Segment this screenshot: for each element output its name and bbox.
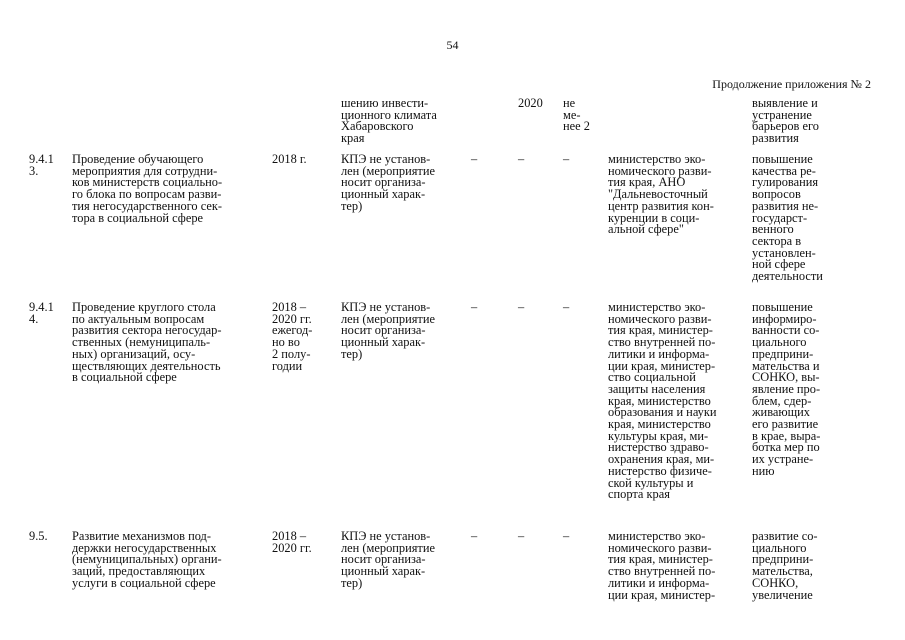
row-result: повышение качества ре- гулирования вопросов развития не- государст- венного сектора в установлен- ной сфере деятельности xyxy=(752,152,823,284)
row-value-1: – xyxy=(471,300,478,314)
page-number: 54 xyxy=(446,38,459,52)
row-kpe: КПЭ не установ- лен (мероприятие носит организа- ционный харак- тер) xyxy=(341,300,435,361)
row-value-3: – xyxy=(563,529,570,543)
row-name: Проведение круглого стола по актуальным вопросам развития сектора негосудар- ственных (немуниципаль- ных) организаций, осу- ществляющих деятельность в социальной сфере xyxy=(72,300,222,385)
carryover-value: не ме- нее 2 xyxy=(563,96,590,134)
row-number: 9.4.1 3. xyxy=(29,152,54,178)
row-value-2: – xyxy=(518,529,525,543)
row-name: Проведение обучающего мероприятия для сотрудни- ков министерств социально- го блока по вопросам разви- тия негосударственного сек- тора в социальной сфере xyxy=(72,152,223,225)
row-term: 2018 г. xyxy=(272,152,307,166)
row-executor: министерство эко- номического разви- тия края, министер- ство внутренней по- литики и информа- ции края, министер- xyxy=(608,529,716,602)
row-value-3: – xyxy=(563,152,570,166)
row-kpe: КПЭ не установ- лен (мероприятие носит организа- ционный харак- тер) xyxy=(341,152,435,213)
row-value-2: – xyxy=(518,152,525,166)
carryover-kpe: шению инвести- ционного климата Хабаровского края xyxy=(341,96,437,146)
continuation-note: Продолжение приложения № 2 xyxy=(712,77,871,91)
row-term: 2018 – 2020 гг. xyxy=(272,529,312,555)
row-term: 2018 – 2020 гг. ежегод- но во 2 полу- годии xyxy=(272,300,313,373)
row-value-2: – xyxy=(518,300,525,314)
row-value-3: – xyxy=(563,300,570,314)
carryover-result: выявление и устранение барьеров его развития xyxy=(752,96,819,146)
row-name: Развитие механизмов под- держки негосударственных (немуниципальных) органи- заций, предоставляющих услуги в социальной сфере xyxy=(72,529,222,590)
row-number: 9.4.1 4. xyxy=(29,300,54,326)
carryover-year: 2020 xyxy=(518,96,543,110)
row-executor: министерство эко- номического разви- тия края, АНО "Дальневосточный центр развития кон- куренции в соци- альной сфере" xyxy=(608,152,714,237)
row-executor: министерство эко- номического разви- тия края, министер- ство внутренней по- литики и информа- ции края, министер- ство социальной защиты населения края, министерство образования и науки края, министерство культуры края, ми- нистерство здраво- охранения края, ми- нистерство физиче- ской культуры и спорта края xyxy=(608,300,717,502)
row-kpe: КПЭ не установ- лен (мероприятие носит организа- ционный харак- тер) xyxy=(341,529,435,590)
row-result: развитие со- циального предприни- мательства, СОНКО, увеличение xyxy=(752,529,818,602)
row-value-1: – xyxy=(471,529,478,543)
row-value-1: – xyxy=(471,152,478,166)
row-result: повышение информиро- ванности со- циального предприни- мательства и СОНКО, вы- явление про- блем, сдер- живающих его развитие в крае, выра- ботка мер по их устране- нию xyxy=(752,300,821,478)
row-number: 9.5. xyxy=(29,529,48,543)
